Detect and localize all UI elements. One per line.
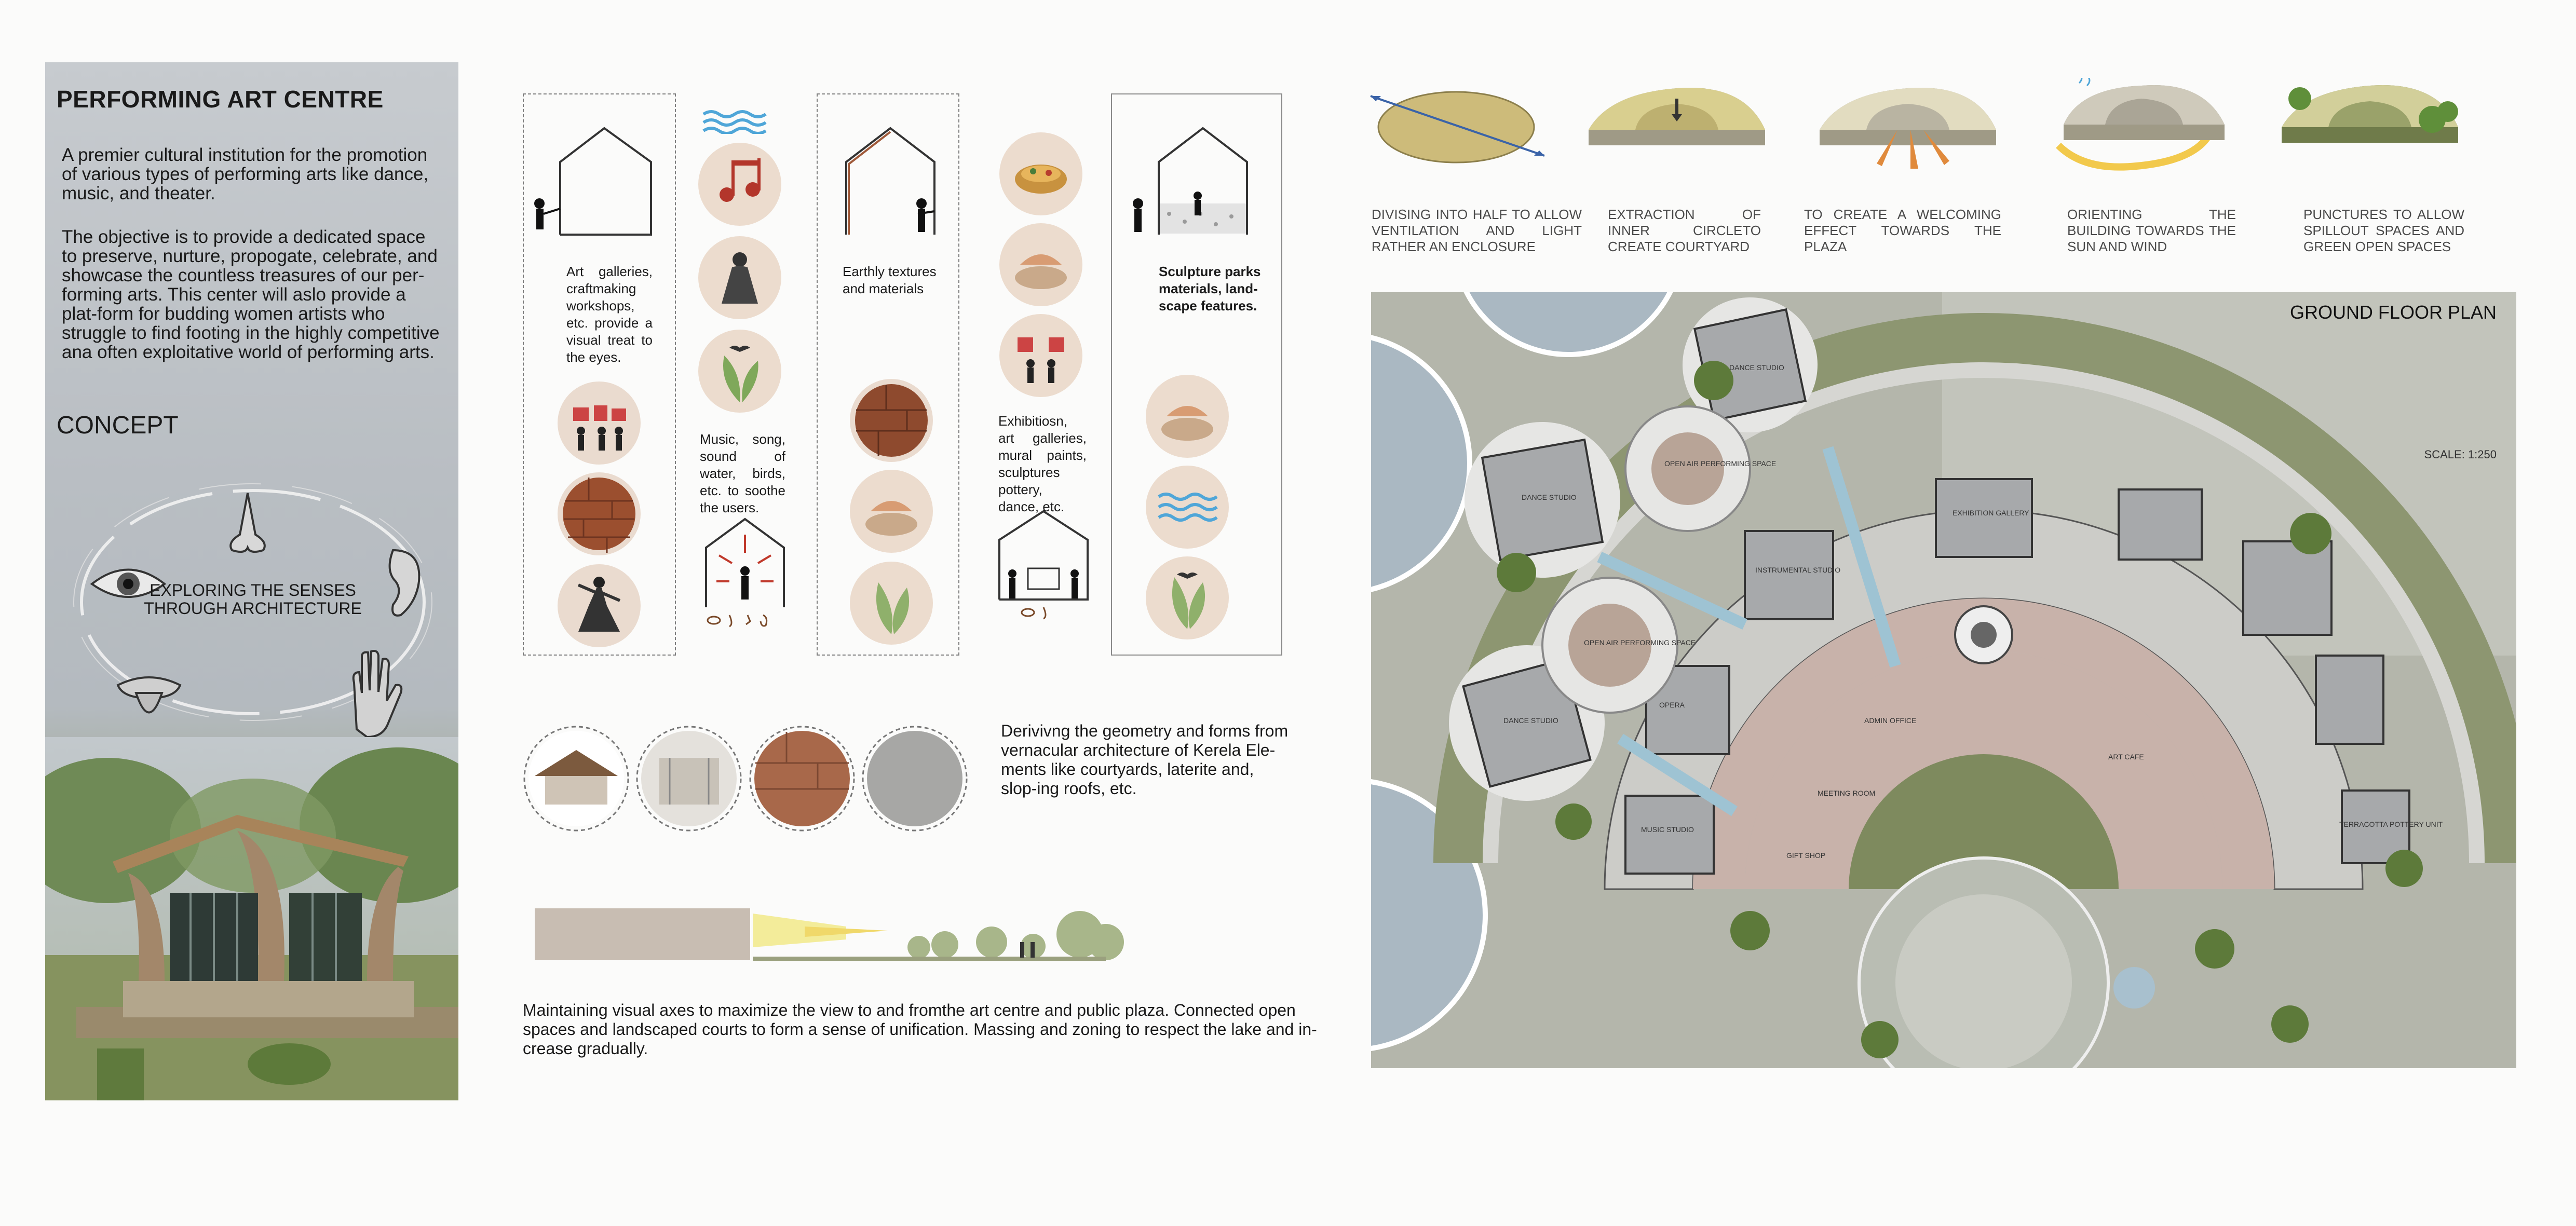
plan-label-gift-shop: GIFT SHOP <box>1786 851 1826 860</box>
panel-title: PERFORMING ART CENTRE <box>57 86 384 113</box>
column-touch <box>817 93 959 656</box>
column-4-text: Exhibitiosn, art galleries, mural paints, sculptures pottery, dance, etc. <box>998 413 1087 514</box>
plan-label-exhibition: EXHIBITION GALLERY <box>1953 509 2029 517</box>
plan-title: GROUND FLOOR PLAN <box>2289 302 2497 323</box>
concept-center-text: EXPLORING THE SENSES THROUGH ARCHITECTURE <box>144 581 362 618</box>
visual-axes-diagram <box>535 885 1132 963</box>
nose-icon <box>231 493 265 552</box>
column-3-text: Earthly textures and materials <box>843 264 937 296</box>
massing-diagram-5 <box>2282 85 2458 143</box>
massing-diagram-2 <box>1589 88 1765 145</box>
column-1-text: Art galleries, craftmaking workshops, etc. provide a visual treat to the eyes. <box>566 264 653 365</box>
waves-icon <box>1146 466 1229 549</box>
house-touch-icon <box>818 110 958 245</box>
massing-diagram-3 <box>1820 88 1996 169</box>
dancer-icon <box>558 564 641 647</box>
massing-diagram-4 <box>2058 78 2225 167</box>
sloped-roof-icon <box>528 731 624 826</box>
clay-hands-icon <box>850 470 933 553</box>
courtyard-icon <box>641 731 737 826</box>
vernacular-text: Derivivng the geometry and forms from vernacular architecture of Kerela Ele-ments like courtyards, laterite and, slop-ing roofs, etc. <box>1001 721 1289 798</box>
objective-text: The objective is to provide a dedicated space to preserve, nurture, propogate, celebrate, and showcase the countless treasures of our per-forming arts. This center will aslo provide a plat-form for budding women artists who struggle to find footing in the highly competitive ana often exploitative world of performing arts. <box>62 227 440 362</box>
house-sight-icon <box>524 110 674 245</box>
axes-text: Maintaining visual axes to maximize the view to and fromthe art centre and public plaza. Connected open spaces and landscaped courts to form a sense of unification. Massing and zoning to respect the lake and in-crease gradually. <box>523 1001 1317 1058</box>
house-sound-icon <box>698 503 792 633</box>
stone-texture-icon <box>867 731 962 826</box>
plan-label-instrumental: INSTRUMENTAL STUDIO <box>1755 566 1841 574</box>
leaves-icon <box>850 562 933 645</box>
plan-drawing <box>1371 292 2516 1068</box>
pavilion-render <box>45 737 458 1100</box>
laterite-texture-icon <box>558 472 641 555</box>
column-5-text: Sculpture parks materials, land-scape features. <box>1159 264 1261 314</box>
plan-label-meeting: MEETING ROOM <box>1818 789 1876 797</box>
house-exhibit-icon <box>992 496 1095 631</box>
plan-label-dance-2: DANCE STUDIO <box>1503 716 1558 725</box>
diagram-caption-4: ORIENTING THE BUILDING TOWARDS THE SUN AND WIND <box>2067 207 2236 254</box>
plan-scale: SCALE: 1:250 <box>2424 448 2497 461</box>
diagram-caption-5: PUNCTURES TO ALLOW SPILLOUT SPACES AND GREEN OPEN SPACES <box>2303 207 2464 254</box>
brick-texture-icon <box>850 379 933 462</box>
diagram-caption-2: EXTRACTION OF INNER CIRCLETO CREATE COURTYARD <box>1608 207 1761 254</box>
diagram-caption-3: TO CREATE A WELCOMING EFFECT TOWARDS THE PLAZA <box>1804 207 2001 254</box>
ear-icon <box>390 550 419 616</box>
plan-label-opera: OPERA <box>1659 701 1685 709</box>
singer-icon <box>698 236 781 319</box>
intro-text: A premier cultural institution for the promotion of various types of performing arts like dance, music, and theater. <box>62 145 429 203</box>
plan-label-dance-3: DANCE STUDIO <box>1729 363 1784 372</box>
gallery-people-icon <box>558 382 641 465</box>
plan-label-dance-1: DANCE STUDIO <box>1522 493 1577 501</box>
massing-diagrams <box>1365 78 2523 218</box>
plan-label-admin: ADMIN OFFICE <box>1864 716 1917 725</box>
gallery-icon <box>999 314 1082 397</box>
column-landscape <box>1111 93 1282 656</box>
plan-label-open-air-1: OPEN AIR PERFORMING SPACE <box>1664 459 1777 468</box>
house-landscape-icon <box>1117 110 1278 245</box>
left-panel <box>45 62 458 1100</box>
laterite-icon <box>754 731 850 826</box>
music-notes-icon <box>698 143 781 226</box>
clay-icon <box>1146 375 1229 458</box>
column-multi <box>989 93 1093 656</box>
massing-diagram-1 <box>1371 92 1544 162</box>
plant-bird-icon <box>1146 556 1229 639</box>
food-icon <box>999 132 1082 215</box>
column-2-text: Music, song, sound of water, birds, etc. to soothe the users. <box>700 431 785 515</box>
column-ears <box>698 93 792 656</box>
plan-label-terracotta: TERRACOTTA POTTERY UNIT <box>2339 820 2443 828</box>
column-eyes <box>523 93 676 656</box>
water-waves-icon <box>701 108 768 134</box>
ground-floor-plan <box>1371 292 2516 1068</box>
plan-label-music: MUSIC STUDIO <box>1641 825 1694 834</box>
vernacular-circles <box>522 721 979 841</box>
concept-heading: CONCEPT <box>57 412 179 439</box>
plan-label-art-cafe: ART CAFE <box>2108 753 2144 761</box>
diagram-caption-1: DIVISING INTO HALF TO ALLOW VENTILATION AND LIGHT RATHER AN ENCLOSURE <box>1372 207 1582 254</box>
pottery-hands-icon <box>999 223 1082 306</box>
plan-label-open-air-2: OPEN AIR PERFORMING SPACE <box>1584 638 1696 647</box>
bird-leaf-icon <box>698 330 781 413</box>
